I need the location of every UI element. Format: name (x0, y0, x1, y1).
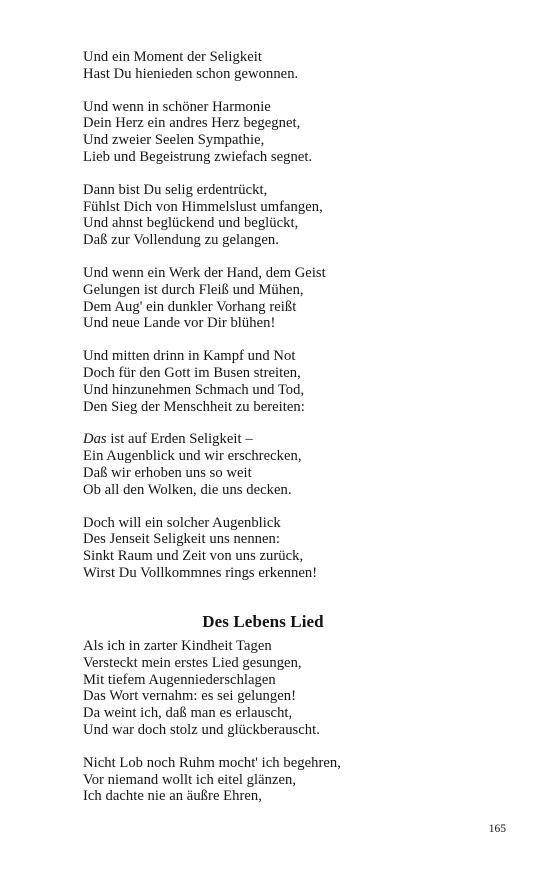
italic-word: Das (83, 431, 107, 448)
verse-line: Dem Aug' ein dunkler Vorhang reißt (83, 298, 297, 315)
verse-line: Wirst Du Vollkommnes rings erkennen! (83, 564, 318, 581)
verse-line-rest: ist auf Erden Seligkeit – (106, 431, 253, 448)
verse-line: Mit tiefem Augenniederschlagen (83, 671, 276, 688)
verse-line: Ob all den Wolken, die uns decken. (83, 481, 292, 498)
poem-continuation (83, 49, 483, 582)
poem-title: Des Lebens Lied (202, 612, 324, 631)
verse-line: Und hinzunehmen Schmach und Tod, (83, 381, 305, 398)
verse-line: Den Sieg der Menschheit zu bereiten: (83, 398, 305, 415)
stanza-1 (83, 49, 483, 83)
stanza-6 (83, 431, 483, 498)
verse-line: Ich dachte nie an äußre Ehren, (83, 788, 262, 805)
verse-line: Daß zur Vollendung zu gelangen. (83, 232, 279, 249)
stanza-4 (83, 265, 483, 332)
verse-line: Da weint ich, daß man es erlauscht, (83, 705, 293, 722)
stanza-3 (83, 182, 483, 249)
verse-line: Fühlst Dich von Himmelslust umfangen, (83, 198, 323, 215)
verse-line: Lieb und Begeistrung zwiefach segnet. (83, 148, 313, 165)
stanza-2 (83, 99, 483, 166)
verse-line: Versteckt mein erstes Lied gesungen, (83, 654, 302, 671)
verse-line: Das Wort vernahm: es sei gelungen! (83, 688, 297, 705)
verse-line: Und mitten drinn in Kampf und Not (83, 348, 296, 365)
verse-line: Doch will ein solcher Augenblick (83, 514, 281, 531)
verse-line: Hast Du hienieden schon gewonnen. (83, 65, 299, 82)
verse-line: Als ich in zarter Kindheit Tagen (83, 638, 272, 654)
verse-line: Und ahnst beglückend und beglückt, (83, 215, 299, 232)
poem-lebens-lied (83, 638, 483, 805)
verse-line: Gelungen ist durch Fleiß und Mühen, (83, 281, 304, 298)
verse-line: Und war doch stolz und glückberauscht. (83, 721, 320, 738)
stanza-1 (83, 638, 483, 739)
stanza-5 (83, 348, 483, 415)
verse-line: Und zweier Seelen Sympathie, (83, 132, 265, 149)
verse-line: Und neue Lande vor Dir blühen! (83, 315, 276, 332)
verse-line: Daß wir erhoben uns so weit (83, 464, 252, 481)
verse-line: Dein Herz ein andres Herz begegnet, (83, 115, 301, 132)
verse-line: Und wenn in schöner Harmonie (83, 98, 271, 115)
verse-line: Doch für den Gott im Busen streiten, (83, 364, 301, 381)
verse-line: Nicht Lob noch Ruhm mocht' ich begehren, (83, 754, 341, 771)
verse-line: Sinkt Raum und Zeit von uns zurück, (83, 548, 304, 565)
verse-line: Vor niemand wollt ich eitel glänzen, (83, 771, 297, 788)
verse-line: Und wenn ein Werk der Hand, dem Geist (83, 264, 326, 281)
page-number: 165 (488, 823, 506, 835)
stanza-7 (83, 515, 483, 582)
verse-line-italic-start (83, 431, 483, 448)
verse-line: Dann bist Du selig erdentrückt, (83, 181, 268, 198)
verse-line: Des Jenseit Seligkeit uns nennen: (83, 531, 281, 548)
verse-line: Und ein Moment der Seligkeit (83, 49, 262, 65)
stanza-2 (83, 755, 483, 805)
verse-line: Ein Augenblick und wir erschrecken, (83, 448, 302, 465)
